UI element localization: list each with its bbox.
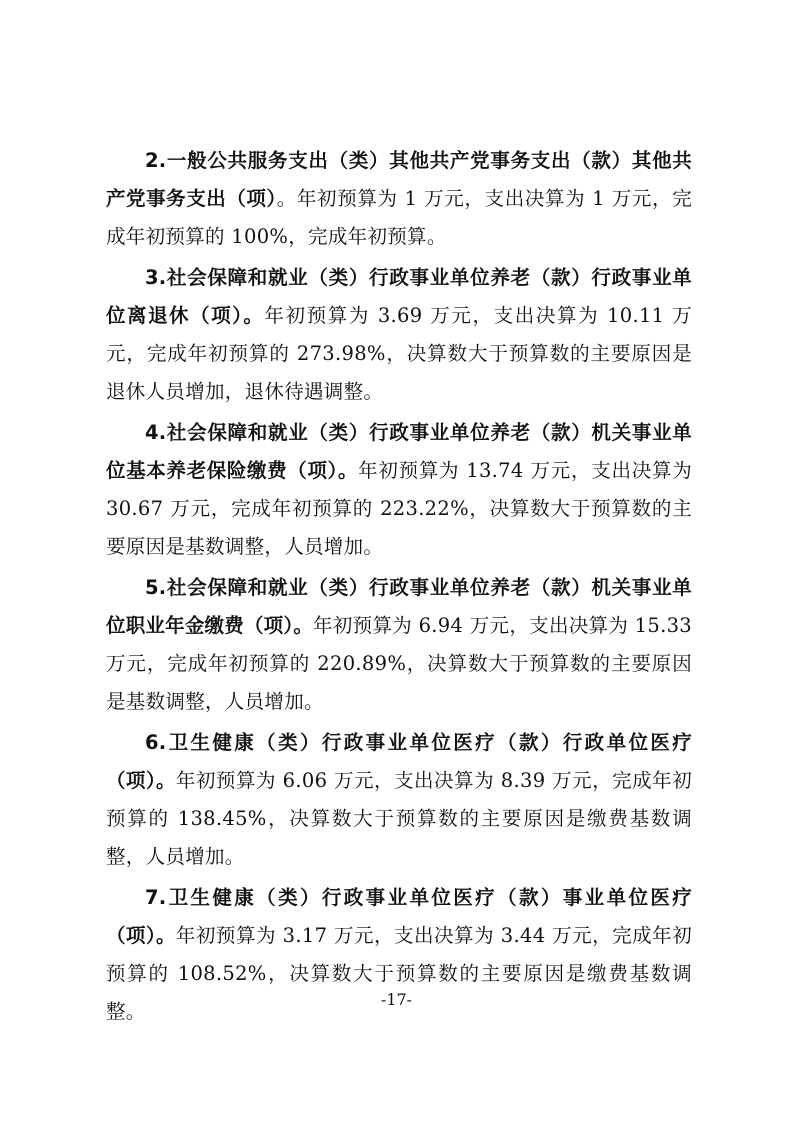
paragraph-heading: 5.社会保障和就业（类）行政事业单位养老（款）机关事业单位职业年金缴费（项）。 (106, 576, 692, 637)
paragraph-text: 年初预算为 6.06 万元，支出决算为 8.39 万元，完成年初预算的 138.45%，决算数大于预算数的主要原因是缴费基数调整，人员增加。 (106, 769, 692, 868)
paragraph-heading: 7.卫生健康（类）行政事业单位医疗（款）事业单位医疗（项）。 (106, 886, 692, 947)
paragraph-item-2 (106, 142, 692, 256)
paragraph-item-4 (106, 414, 692, 566)
paragraph-text: 年初预算为 3.17 万元，支出决算为 3.44 万元，完成年初预算的 108.52%，决算数大于预算数的主要原因是缴费基数调整。 (106, 924, 692, 1023)
paragraph-heading: 6.卫生健康（类）行政事业单位医疗（款）行政单位医疗（项）。 (106, 731, 692, 792)
paragraph-heading: 2.一般公共服务支出（类）其他共产党事务支出（款）其他共产党事务支出（项） (106, 149, 692, 210)
paragraph-heading: 4.社会保障和就业（类）行政事业单位养老（款）机关事业单位基本养老保险缴费（项）。 (106, 421, 692, 482)
document-body (106, 142, 692, 1034)
paragraph-item-5 (106, 569, 692, 721)
paragraph-text: 。年初预算为 1 万元，支出决算为 1 万元，完成年初预算的 100%，完成年初预算。 (106, 187, 692, 248)
paragraph-item-3 (106, 259, 692, 411)
paragraph-item-6 (106, 724, 692, 876)
paragraph-text: 年初预算为 3.69 万元，支出决算为 10.11 万元，完成年初预算的 273.98%，决算数大于预算数的主要原因是退休人员增加，退休待遇调整。 (106, 304, 692, 403)
page-number: -17- (380, 990, 413, 1009)
paragraph-text: 年初预算为 6.94 万元，支出决算为 15.33 万元，完成年初预算的 220.89%，决算数大于预算数的主要原因是基数调整，人员增加。 (106, 614, 693, 713)
paragraph-text: 年初预算为 13.74 万元，支出决算为 30.67 万元，完成年初预算的 223.22%，决算数大于预算数的主要原因是基数调整，人员增加。 (106, 459, 692, 558)
paragraph-heading: 3.社会保障和就业（类）行政事业单位养老（款）行政事业单位离退休（项）。 (106, 266, 692, 327)
